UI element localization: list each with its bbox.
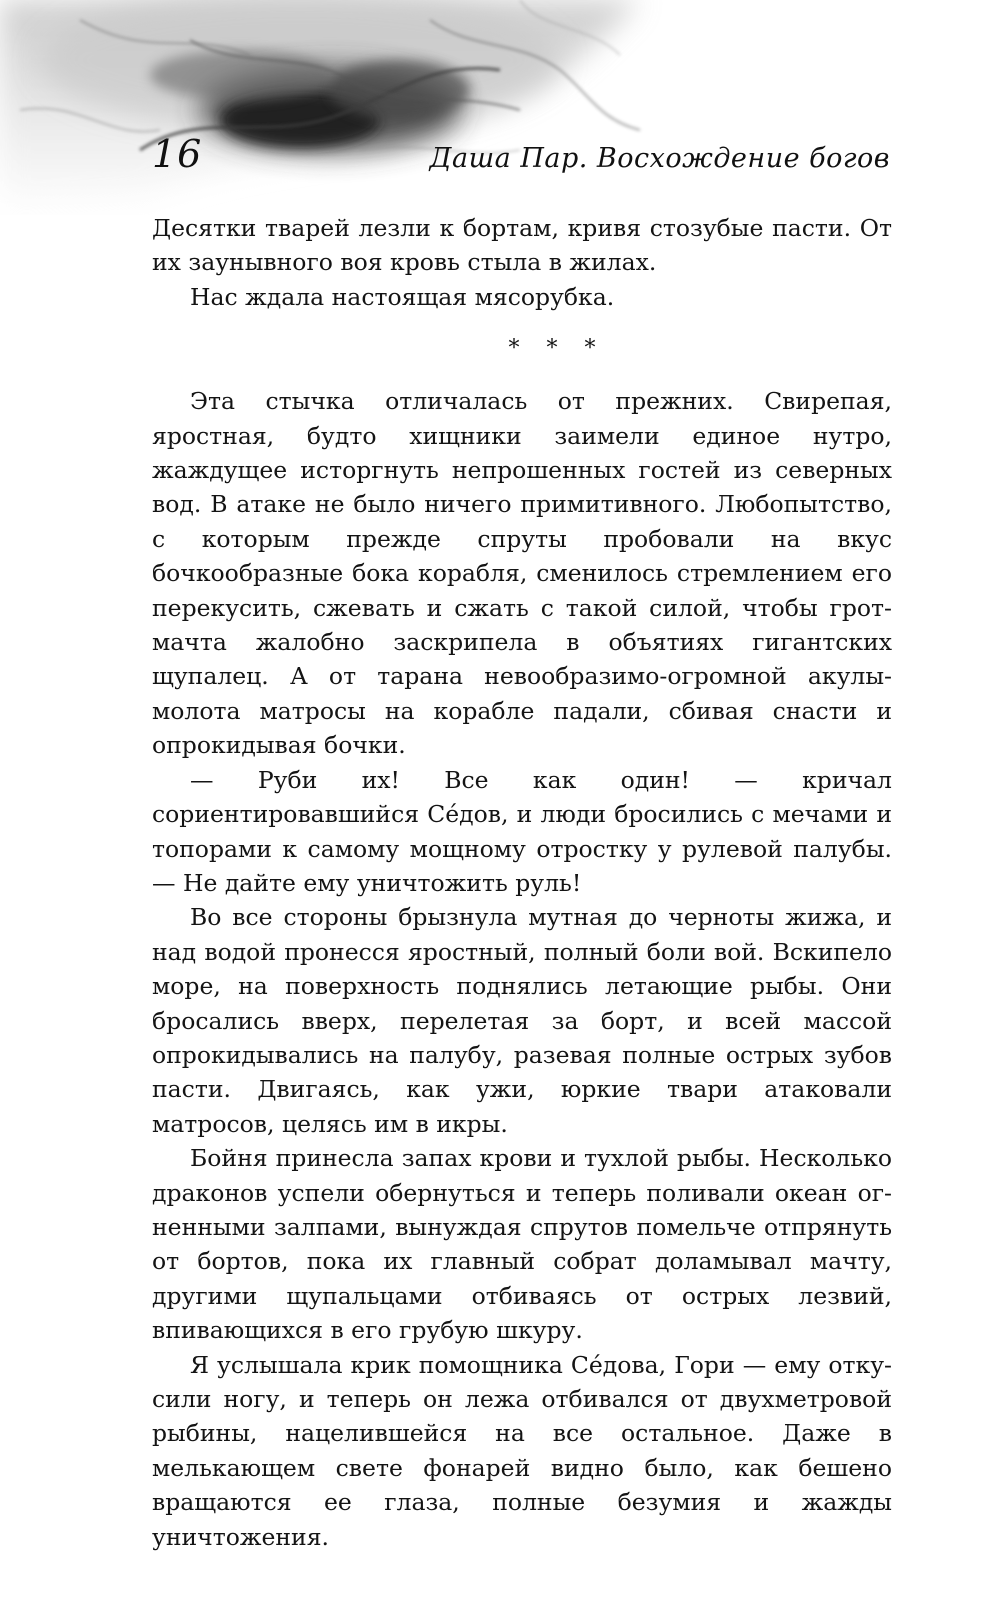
paragraph: Эта стычка отличалась от прежних. Свирепая, яростная, будто хищники заимели единое нутро, жаждущее исторгнуть непрошенных гостей из северных вод. В атаке не было ничего примитивного. Любопытство, с которым прежде спруты пробовали на вкус бочкообразные бока корабля, сменилось стремлением его перекусить, сжевать и сжать с такой силой, чтобы грот-мачта жалобно заскрипела в объятиях гигантских щупалец. А от тарана невообразимо-огромной акулы-молота матросы на корабле падали, сбивая снасти и опрокидывая бочки. <box>152 387 892 760</box>
page-number: 16 <box>152 132 203 176</box>
book-header-title: Даша Пар. Восхождение богов <box>429 143 890 174</box>
smoke-illustration <box>0 0 1000 215</box>
running-head <box>152 132 890 182</box>
paragraph: — Руби их! Все как один! — кричал сориентировавшийся Се́дов, и люди бросились с мечами и топорами к самому мощному отростку у рулевой палубы. — Не дайте ему уничтожить руль! <box>152 765 892 897</box>
section-separator: * * * <box>508 336 606 362</box>
paragraph: Я услышала крик помощника Се́дова, Гори — ему откусили ногу, и теперь он лежа отбивался от двухметровой рыбины, нацелившейся на все остальное. Даже в мелькающем свете фонарей видно было, как бешено вращаются ее глаза, полные безумия и жажды уничтожения. <box>152 1350 892 1551</box>
paragraph: Десятки тварей лезли к бортам, кривя стозубые пасти. От их заунывного воя кровь стыла в жилах. <box>152 214 892 277</box>
paragraph: Во все стороны брызнула мутная до черноты жижа, и над водой пронесся яростный, полный боли вой. Вскипело море, на поверхность поднялись летающие рыбы. Они бросались вверх, перелетая за борт, и всей массой опрокидывались на палубу, разевая полные острых зубов пасти. Двигаясь, как ужи, юркие твари атаковали матросов, целясь им в икры. <box>152 903 892 1138</box>
paragraph: Нас ждала настоящая мясорубка. <box>190 282 615 311</box>
paragraph: Бойня принесла запах крови и тухлой рыбы. Несколько драконов успели обернуться и теперь поливали океан огненными залпами, вынуждая спрутов помельче отпрянуть от бортов, пока их главный собрат доламывал мачту, другими щупальцами отбиваясь от острых лезвий, впивающихся в его грубую шкуру. <box>152 1144 892 1345</box>
body-text <box>152 211 892 1554</box>
